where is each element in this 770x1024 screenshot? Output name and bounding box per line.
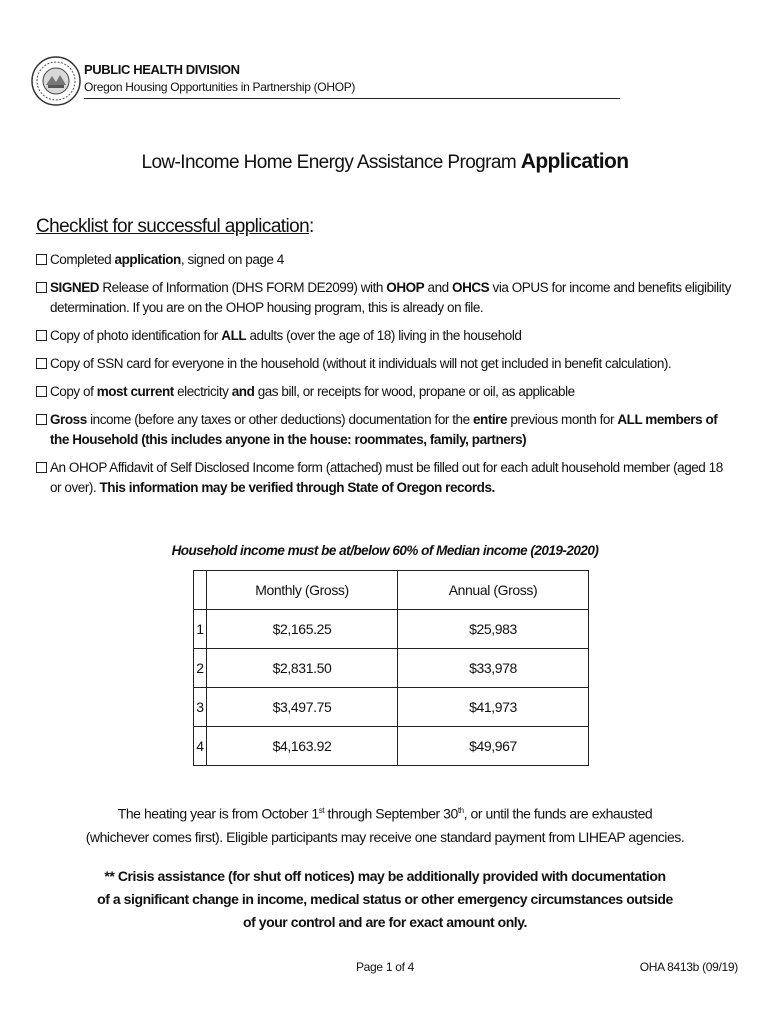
checklist-item-text: and <box>231 384 255 399</box>
checkbox-icon <box>36 282 47 293</box>
checklist-heading-text: Checklist for successful application <box>36 216 310 237</box>
title-main: Low-Income Home Energy Assistance Program <box>141 152 517 173</box>
title-emphasis: Application <box>520 150 629 173</box>
crisis-line-3: of your control and are for exact amount only. <box>243 914 527 930</box>
table-row <box>194 727 589 766</box>
monthly-income-cell: $4,163.92 <box>207 727 398 766</box>
checklist-item-text: and <box>424 280 453 295</box>
annual-income-cell: $25,983 <box>398 610 589 649</box>
table-row <box>194 649 589 688</box>
checklist-item-text: electricity <box>173 384 232 399</box>
checklist-item-text: Completed <box>50 252 115 267</box>
household-size-header <box>194 571 207 610</box>
partnership-name: Oregon Housing Opportunities in Partnership (OHOP) <box>84 80 356 94</box>
household-size-cell: 1 <box>194 610 207 649</box>
checklist-heading <box>36 216 314 238</box>
checklist-item-text: entire <box>472 412 508 427</box>
checklist-item-text: ALL <box>221 328 247 343</box>
crisis-assistance-note <box>0 865 770 934</box>
heating-text-a: The heating year is from October 1 <box>117 805 319 822</box>
checkbox-icon <box>36 386 47 397</box>
document-title <box>0 150 770 174</box>
annual-header: Annual (Gross) <box>398 571 589 610</box>
checklist-item <box>36 278 736 318</box>
monthly-income-cell: $2,831.50 <box>207 649 398 688</box>
checkbox-icon <box>36 330 47 341</box>
monthly-income-cell: $2,165.25 <box>207 610 398 649</box>
page-number: Page 1 of 4 <box>355 960 415 974</box>
monthly-header: Monthly (Gross) <box>207 571 398 610</box>
checklist-item-text: adults (over the age of 18) living in the household <box>246 328 522 343</box>
checklist-item-text: Release of Information (DHS FORM DE2099) with <box>99 280 387 295</box>
checklist-item-text: SIGNED <box>50 280 100 295</box>
checklist-item-text: application <box>114 252 181 267</box>
crisis-line-2: of a significant change in income, medical status or other emergency circumstances outside <box>97 891 673 907</box>
annual-income-cell: $49,967 <box>398 727 589 766</box>
checkbox-icon <box>36 254 47 265</box>
heating-text-c: , or until the funds are exhausted <box>463 805 653 822</box>
checklist-item-text: , signed on page 4 <box>180 252 284 267</box>
checklist-item-text: OHOP <box>386 280 425 295</box>
checklist-item <box>36 458 736 498</box>
checklist-item <box>36 354 736 374</box>
table-header-row <box>194 571 589 610</box>
income-table <box>193 570 589 766</box>
table-row <box>194 688 589 727</box>
checkbox-icon <box>36 414 47 425</box>
checklist-item-text: ALL members of the Household (this includes anyone in the house: roommates, family, partners) <box>50 412 718 447</box>
heating-sup-2: th <box>457 806 464 815</box>
checklist-item-text: Copy of <box>50 384 97 399</box>
household-size-cell: 3 <box>194 688 207 727</box>
checklist-item <box>36 410 736 450</box>
monthly-income-cell: $3,497.75 <box>207 688 398 727</box>
household-size-cell: 4 <box>194 727 207 766</box>
heating-text-line2: (whichever comes first). Eligible participants may receive one standard payment from LIHEAP agencies. <box>85 828 685 845</box>
checklist-item-text: Copy of SSN card for everyone in the household (without it individuals will not get included in benefit calculation). <box>50 356 672 371</box>
table-row <box>194 610 589 649</box>
checklist-item-text: Copy of photo identification for <box>50 328 222 343</box>
checklist-item-text: gas bill, or receipts for wood, propane or oil, as applicable <box>254 384 575 399</box>
checklist <box>36 250 736 506</box>
checklist-item-text: previous month for <box>507 412 618 427</box>
form-identifier: OHA 8413b (09/19) <box>639 960 738 974</box>
checklist-item-text: This information may be verified through State of Oregon records. <box>99 480 495 495</box>
division-name: PUBLIC HEALTH DIVISION <box>84 62 240 77</box>
checklist-item <box>36 382 736 402</box>
oregon-seal-logo <box>30 38 82 124</box>
income-caption: Household income must be at/below 60% of Median income (2019-2020) <box>171 543 599 558</box>
annual-income-cell: $41,973 <box>398 688 589 727</box>
checklist-item-text: most current <box>96 384 174 399</box>
checklist-item-text: OHCS <box>452 280 490 295</box>
header-block <box>84 62 620 99</box>
checkbox-icon <box>36 462 47 473</box>
checklist-item-text: An OHOP Affidavit of Self Disclosed Income form (attached) must be filled out for each adult household member (aged 18 or over). <box>50 460 723 495</box>
checklist-item-text: income (before any taxes or other deductions) documentation for the <box>86 412 473 427</box>
checklist-heading-colon: : <box>309 216 314 237</box>
checklist-item-text: Gross <box>50 412 87 427</box>
checklist-item-text: via OPUS for income and benefits eligibility determination. If you are on the OHOP housing program, this is already on file. <box>50 280 731 315</box>
heating-sup-1: st <box>318 806 325 815</box>
checklist-item <box>36 250 736 270</box>
crisis-line-1: ** Crisis assistance (for shut off notices) may be additionally provided with documentation <box>104 868 666 884</box>
heating-year-note <box>0 799 770 849</box>
checklist-item <box>36 326 736 346</box>
heating-text-b: through September 30 <box>324 805 458 822</box>
checkbox-icon <box>36 358 47 369</box>
annual-income-cell: $33,978 <box>398 649 589 688</box>
household-size-cell: 2 <box>194 649 207 688</box>
